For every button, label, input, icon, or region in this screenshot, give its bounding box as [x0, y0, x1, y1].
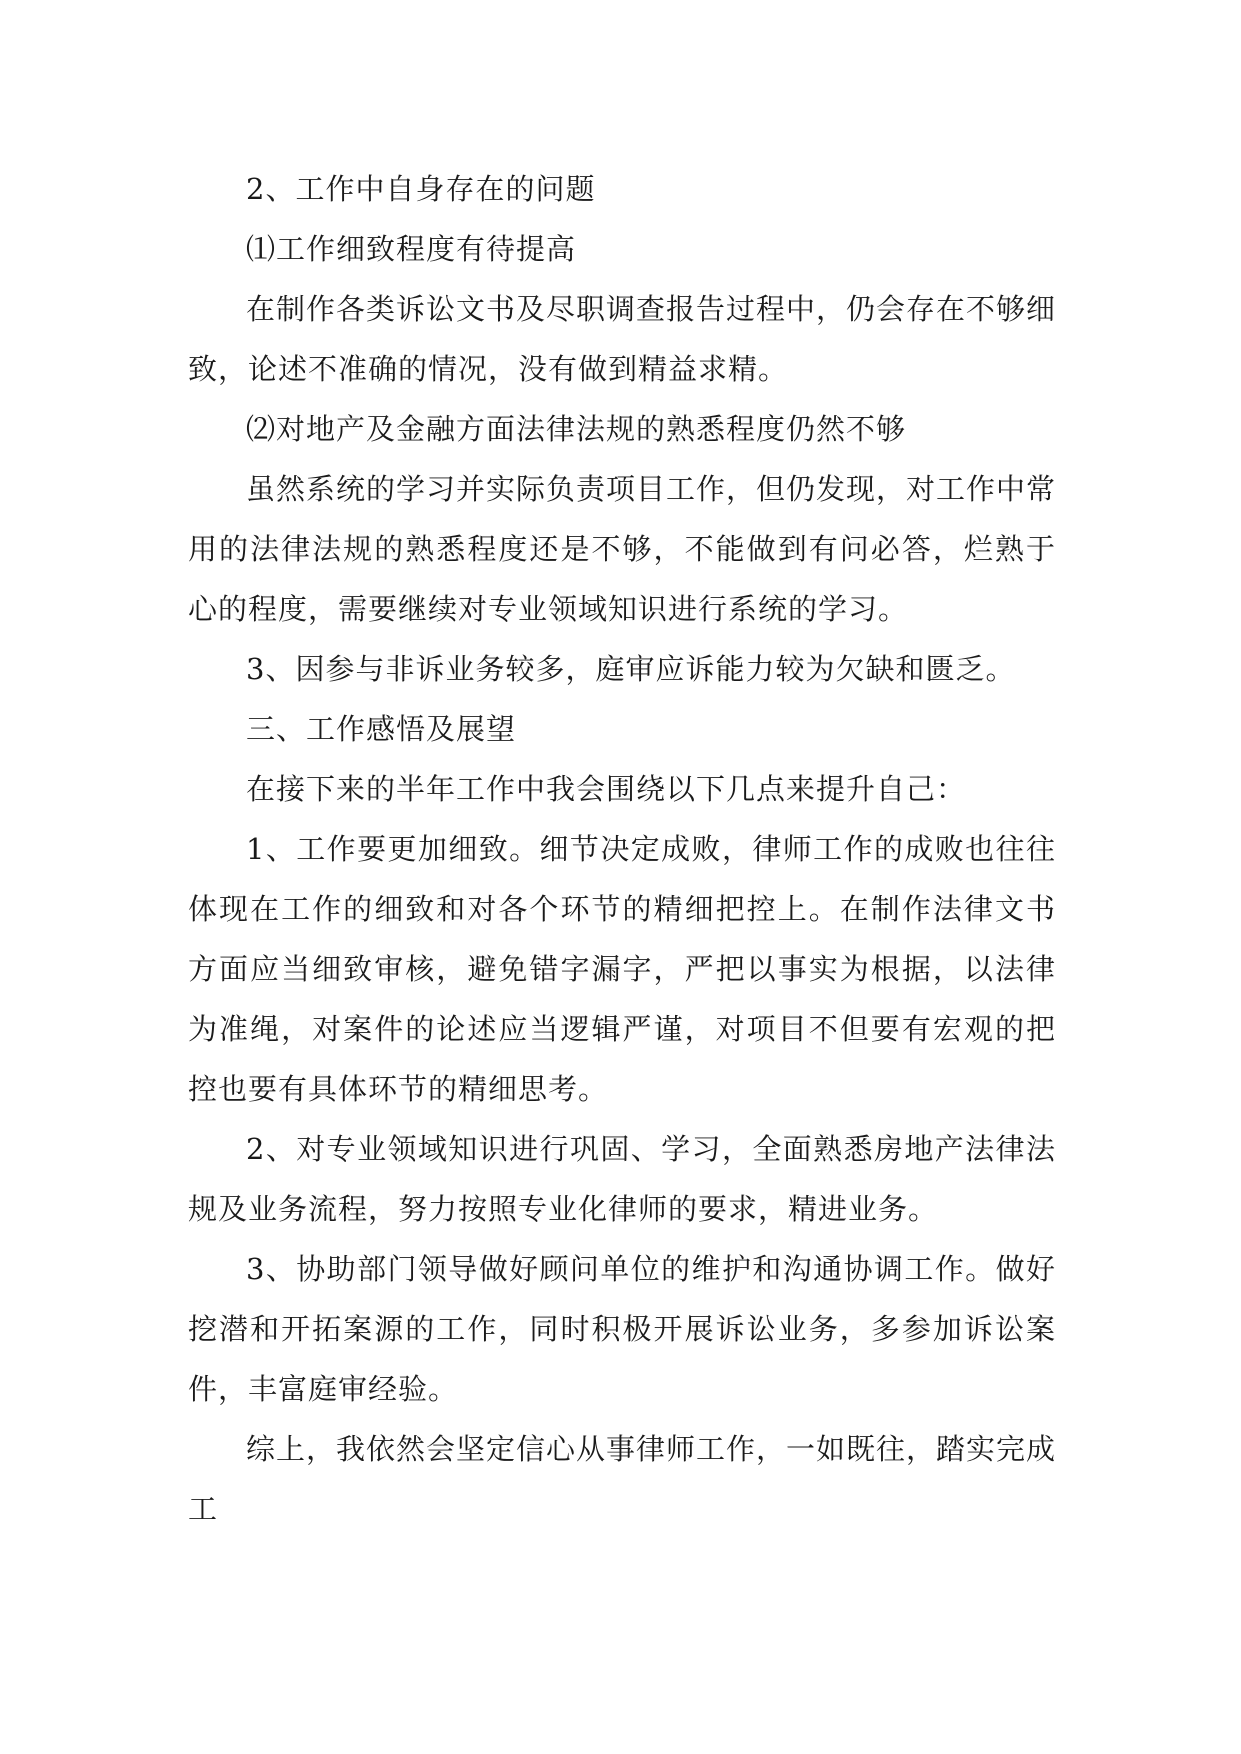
subheading-regulations: ⑵对地产及金融方面法律法规的熟悉程度仍然不够	[246, 412, 907, 446]
document-body	[188, 159, 1056, 1539]
section-heading-outlook: 三、工作感悟及展望	[246, 712, 517, 746]
subheading-detail: ⑴工作细致程度有待提高	[246, 232, 577, 266]
paragraph-intro: 在接下来的半年工作中我会围绕以下几点来提升自己：	[246, 772, 967, 806]
paragraph-regulations: 虽然系统的学习并实际负责项目工作，但仍发现，对工作中常用的法律法规的熟悉程度还是不够，不能做到有问必答，烂熟于心的程度，需要继续对专业领域知识进行系统的学习。	[188, 472, 1057, 626]
paragraph-point-3: 3、协助部门领导做好顾问单位的维护和沟通协调工作。做好挖潜和开拓案源的工作，同时积极开展诉讼业务，多参加诉讼案件，丰富庭审经验。	[188, 1252, 1056, 1406]
section-heading-self-problems: 2、工作中自身存在的问题	[246, 172, 596, 206]
paragraph-detail: 在制作各类诉讼文书及尽职调查报告过程中，仍会存在不够细致，论述不准确的情况，没有做到精益求精。	[188, 292, 1057, 386]
paragraph-point-1: 1、工作要更加细致。细节决定成败，律师工作的成败也往往体现在工作的细致和对各个环节的精细把控上。在制作法律文书方面应当细致审核，避免错字漏字，严把以事实为根据，以法律为准绳，对案件的论述应当逻辑严谨，对项目不但要有宏观的把控也要有具体环节的精细思考。	[188, 832, 1056, 1106]
paragraph-conclusion: 综上，我依然会坚定信心从事律师工作，一如既往，踏实完成工	[188, 1432, 1057, 1526]
paragraph-litigation: 3、因参与非诉业务较多，庭审应诉能力较为欠缺和匮乏。	[246, 652, 1016, 686]
paragraph-point-2: 2、对专业领域知识进行巩固、学习，全面熟悉房地产法律法规及业务流程，努力按照专业化律师的要求，精进业务。	[188, 1132, 1056, 1226]
